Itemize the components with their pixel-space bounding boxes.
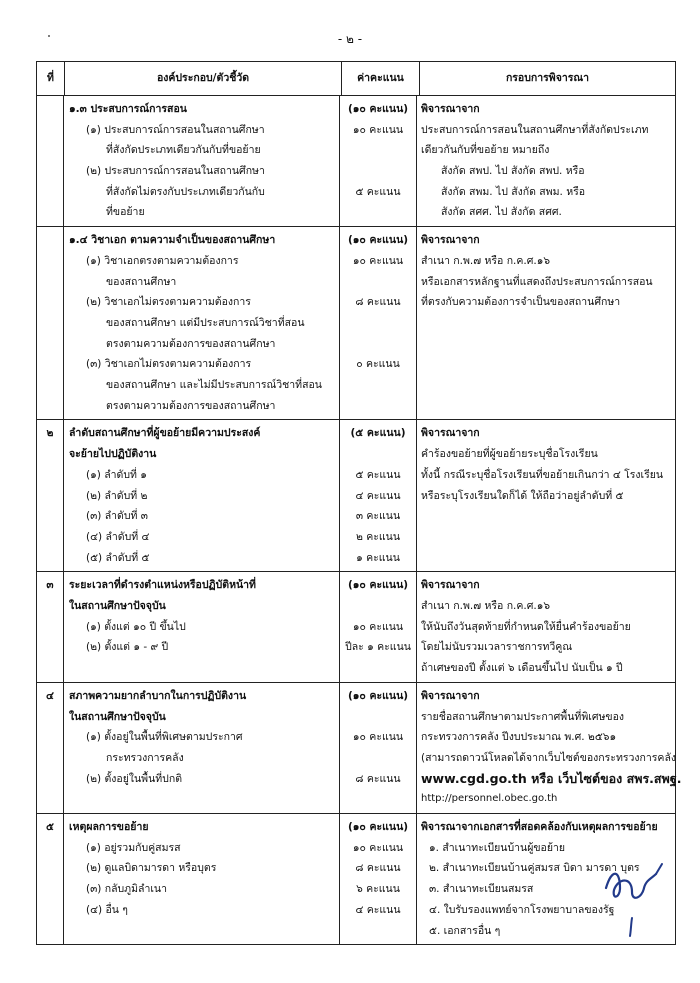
component-cell-line: (๒) ดูแลบิดามารดา หรือบุตร xyxy=(86,862,217,875)
score-cell-line: ๑๐ คะแนน xyxy=(352,841,404,854)
component-cell-line: สภาพความยากลำบากในการปฏิบัติงาน xyxy=(69,689,247,702)
score-cell-line: (๑๐ คะแนน) xyxy=(347,821,409,834)
component-cell-line: (๒) ประสบการณ์การสอนในสถานศึกษา xyxy=(86,165,265,178)
score-cell-line: ๑๐ คะแนน xyxy=(352,254,404,267)
score-cell-line xyxy=(340,313,416,334)
criteria-cell xyxy=(417,572,675,682)
table-section xyxy=(37,420,675,572)
score-cell-line: ๖ คะแนน xyxy=(356,883,400,896)
component-cell-line: ๑.๓ ประสบการณ์การสอน xyxy=(69,103,187,115)
component-cell-line: (๓) วิชาเอกไม่ตรงตามความต้องการ xyxy=(86,358,252,371)
section-number-text: ๔ xyxy=(46,689,54,702)
criteria-cell-line: พิจารณาจาก xyxy=(421,103,480,115)
component-cell-line: ที่สังกัดไม่ตรงกับประเภทเดียวกันกับ xyxy=(106,185,265,198)
section-number-text: ๒ xyxy=(46,427,54,440)
score-cell xyxy=(340,420,417,571)
component-cell-line: ของสถานศึกษา xyxy=(106,275,177,288)
criteria-cell-line: ๕. เอกสารอื่น ๆ xyxy=(429,924,501,937)
score-cell-line: ๘ คะแนน xyxy=(355,296,401,309)
score-cell-line: ๓ คะแนน xyxy=(355,510,401,523)
score-cell-line: ๔ คะแนน xyxy=(355,489,401,502)
criteria-cell-line: สำเนา ก.พ.๗ หรือ ก.ค.ศ.๑๖ xyxy=(421,254,551,267)
component-cell xyxy=(64,96,340,226)
score-cell-line xyxy=(340,202,416,223)
component-cell-line: (๑) วิชาเอกตรงตามความต้องการ xyxy=(86,254,239,267)
component-cell-line: (๒) ตั้งแต่ ๑ - ๙ ปี xyxy=(86,641,169,654)
criteria-cell-line: พิจารณาจาก xyxy=(421,579,480,592)
criteria-cell-line: รายชื่อสถานศึกษาตามประกาศพื้นที่พิเศษของ xyxy=(421,710,625,723)
criteria-cell-line: พิจารณาจาก xyxy=(421,234,480,247)
criteria-cell-line: หรือระบุโรงเรียนใดก็ได้ ให้ถือว่าอยู่ลำดับที่ ๕ xyxy=(421,489,624,502)
section-number xyxy=(37,96,64,226)
component-cell-line: ของสถานศึกษา และไม่มีประสบการณ์วิชาที่สอน xyxy=(106,379,322,391)
component-cell-line: (๔) ลำดับที่ ๔ xyxy=(86,530,150,543)
header-no: ที่ xyxy=(37,62,65,95)
component-cell-line: ตรงตามความต้องการของสถานศึกษา xyxy=(106,337,276,350)
criteria-cell-line: (สามารถดาวน์โหลดได้จากเว็บไซต์ของกระทรวงการคลัง xyxy=(421,751,677,764)
score-cell-line: ๕ คะแนน xyxy=(355,468,401,481)
score-cell-line: (๕ คะแนน) xyxy=(350,427,406,440)
component-cell-line: ในสถานศึกษาปัจจุบัน xyxy=(69,600,166,613)
criteria-cell-line: พิจารณาจาก xyxy=(421,427,480,440)
criteria-cell-line: สังกัด สพป. ไป สังกัด สพป. หรือ xyxy=(441,165,585,178)
score-cell-line xyxy=(340,707,416,728)
table-section xyxy=(37,572,675,683)
component-cell-line: (๕) ลำดับที่ ๕ xyxy=(86,551,150,564)
score-cell-line xyxy=(340,596,416,617)
criteria-cell-line: พิจารณาจากเอกสารที่สอดคล้องกับเหตุผลการขอย้าย xyxy=(421,821,658,834)
score-cell xyxy=(340,227,417,419)
score-cell-line: ๑๐ คะแนน xyxy=(352,731,404,744)
component-cell-line: กระทรวงการคลัง xyxy=(106,751,184,764)
component-cell-line: ลำดับสถานศึกษาที่ผู้ขอย้ายมีความประสงค์ xyxy=(69,427,261,440)
component-cell-line: (๑) ประสบการณ์การสอนในสถานศึกษา xyxy=(86,123,265,136)
criteria-cell-line: ๔. ใบรับรองแพทย์จากโรงพยาบาลของรัฐ xyxy=(429,903,615,916)
component-cell-line: (๑) ตั้งแต่ ๑๐ ปี ขึ้นไป xyxy=(86,620,186,633)
score-cell-line: ๘ คะแนน xyxy=(355,772,401,785)
criteria-cell-line: ๑. สำเนาทะเบียนบ้านผู้ขอย้าย xyxy=(429,841,566,854)
section-number-text: ๓ xyxy=(46,579,54,592)
criteria-cell-line: สำเนา ก.พ.๗ หรือ ก.ค.ศ.๑๖ xyxy=(421,600,551,613)
section-number xyxy=(37,683,64,813)
section-number-text xyxy=(37,99,63,120)
criteria-cell-line: เดียวกันกับที่ขอย้าย หมายถึง xyxy=(421,144,550,157)
component-cell-line: ระยะเวลาที่ดำรงตำแหน่งหรือปฏิบัติหน้าที่ xyxy=(69,579,256,592)
score-cell-line: ๘ คะแนน xyxy=(355,862,401,875)
score-cell-line: ๔ คะแนน xyxy=(355,903,401,916)
score-cell-line: ๒ คะแนน xyxy=(355,530,401,543)
header-score: ค่าคะแนน xyxy=(342,62,420,95)
component-cell-line: (๑) ลำดับที่ ๑ xyxy=(86,468,147,481)
header-component: องค์ประกอบ/ตัวชี้วัด xyxy=(65,62,342,95)
criteria-cell-line: ให้นับถึงวันสุดท้ายที่กำหนดให้ยื่นคำร้องขอย้าย xyxy=(421,620,631,633)
table-section xyxy=(37,683,682,814)
score-cell-line: (๑๐ คะแนน) xyxy=(347,579,409,592)
component-cell-line: จะย้ายไปปฏิบัติงาน xyxy=(69,448,157,461)
criteria-cell-line: หรือเอกสารหลักฐานที่แสดงถึงประสบการณ์การสอน xyxy=(421,275,653,288)
score-cell-line: (๑๐ คะแนน) xyxy=(347,103,409,115)
score-cell-line xyxy=(340,334,416,355)
score-cell-line xyxy=(340,748,416,769)
criteria-cell xyxy=(417,420,675,571)
score-cell-line xyxy=(340,444,416,465)
criteria-cell-line: สังกัด สศศ. ไป สังกัด สศศ. xyxy=(441,206,562,219)
component-cell xyxy=(64,572,340,682)
score-cell-line: ๕ คะแนน xyxy=(355,185,401,198)
component-cell-line: (๑) อยู่รวมกับคู่สมรส xyxy=(86,841,181,854)
section-number xyxy=(37,572,64,682)
table-header xyxy=(37,62,675,96)
component-cell-line: ของสถานศึกษา แต่มีประสบการณ์วิชาที่สอน xyxy=(106,316,305,329)
scan-speck xyxy=(48,35,50,37)
criteria-cell-line: ประสบการณ์การสอนในสถานศึกษาที่สังกัดประเภท xyxy=(421,123,649,136)
section-number xyxy=(37,420,64,571)
score-cell-line: (๑๐ คะแนน) xyxy=(347,234,409,247)
component-cell-line: ที่ขอย้าย xyxy=(106,206,145,219)
score-cell xyxy=(340,96,417,226)
component-cell-line: เหตุผลการขอย้าย xyxy=(69,821,149,834)
component-cell-line: ที่สังกัดประเภทเดียวกันกับที่ขอย้าย xyxy=(106,144,261,157)
criteria-cell-line: http://personnel.obec.go.th xyxy=(421,793,558,805)
score-cell-line xyxy=(340,140,416,161)
section-number xyxy=(37,227,64,419)
criteria-cell-line: ถ้าเศษของปี ตั้งแต่ ๖ เดือนขึ้นไป นับเป็น ๑ ปี xyxy=(421,662,623,675)
component-cell-line: (๒) ตั้งอยู่ในพื้นที่ปกติ xyxy=(86,772,183,785)
component-cell-line: (๓) ลำดับที่ ๓ xyxy=(86,510,148,523)
score-cell-line: ๑๐ คะแนน xyxy=(352,123,404,136)
component-cell xyxy=(64,683,340,813)
component-cell-line: (๒) วิชาเอกไม่ตรงตามความต้องการ xyxy=(86,296,251,309)
handwritten-signature xyxy=(598,858,678,948)
section-number-text: ๕ xyxy=(46,821,54,834)
component-cell xyxy=(64,814,340,944)
evaluation-table xyxy=(36,61,682,945)
score-cell-line: ๐ คะแนน xyxy=(356,358,400,371)
score-cell-line: ๑๐ คะแนน xyxy=(352,620,404,633)
table-section xyxy=(37,227,675,420)
criteria-cell-line: ๒. สำเนาทะเบียนบ้านคู่สมรส บิดา มารดา บุตร xyxy=(429,862,640,875)
component-cell-line: ในสถานศึกษาปัจจุบัน xyxy=(69,710,166,723)
score-cell-line: (๑๐ คะแนน) xyxy=(347,689,409,702)
section-number xyxy=(37,814,64,944)
table-section xyxy=(37,814,675,944)
component-cell-line: (๔) อื่น ๆ xyxy=(86,903,128,916)
header-criteria: กรอบการพิจารณา xyxy=(505,72,590,84)
criteria-cell-line: คำร้องขอย้ายที่ผู้ขอย้ายระบุชื่อโรงเรียน xyxy=(421,448,598,461)
criteria-cell-line: www.cgd.go.th หรือ เว็บไซต์ของ สพร.สพฐ. xyxy=(421,770,682,786)
page-number: - ๒ - xyxy=(337,32,363,46)
score-cell-line xyxy=(340,272,416,293)
component-cell-line: ตรงตามความต้องการของสถานศึกษา xyxy=(106,399,276,412)
section-number-text xyxy=(37,230,63,251)
criteria-cell-line: ทั้งนี้ กรณีระบุชื่อโรงเรียนที่ขอย้ายเกินกว่า ๔ โรงเรียน xyxy=(421,468,664,481)
criteria-cell-line: พิจารณาจาก xyxy=(421,689,480,702)
component-cell-line: (๑) ตั้งอยู่ในพื้นที่พิเศษตามประกาศ xyxy=(86,731,243,744)
criteria-cell-line: กระทรวงการคลัง ปีงบประมาณ พ.ศ. ๒๕๖๑ xyxy=(421,731,617,744)
score-cell xyxy=(340,683,417,813)
component-cell xyxy=(64,420,340,571)
table-section xyxy=(37,96,675,227)
score-cell xyxy=(340,814,417,944)
component-cell-line: (๒) ลำดับที่ ๒ xyxy=(86,489,148,502)
score-cell-line xyxy=(340,396,416,417)
criteria-cell xyxy=(417,96,675,226)
score-cell-line xyxy=(340,161,416,182)
criteria-cell-line: โดยไม่นับรวมเวลาราชการทวีคูณ xyxy=(421,641,573,654)
criteria-cell-line: ที่ตรงกับความต้องการจำเป็นของสถานศึกษา xyxy=(421,296,621,309)
component-cell xyxy=(64,227,340,419)
score-cell-line: ๑ คะแนน xyxy=(356,551,400,564)
criteria-cell xyxy=(417,683,681,813)
component-cell-line: (๓) กลับภูมิลำเนา xyxy=(86,883,168,896)
criteria-cell xyxy=(417,227,675,419)
score-cell xyxy=(340,572,417,682)
score-cell-line xyxy=(340,375,416,396)
score-cell-line: ปีละ ๑ คะแนน xyxy=(345,641,411,654)
component-cell-line: ๑.๔ วิชาเอก ตามความจำเป็นของสถานศึกษา xyxy=(69,234,276,247)
criteria-cell-line: ๓. สำเนาทะเบียนสมรส xyxy=(429,883,534,896)
criteria-cell-line: สังกัด สพม. ไป สังกัด สพม. หรือ xyxy=(441,185,586,198)
